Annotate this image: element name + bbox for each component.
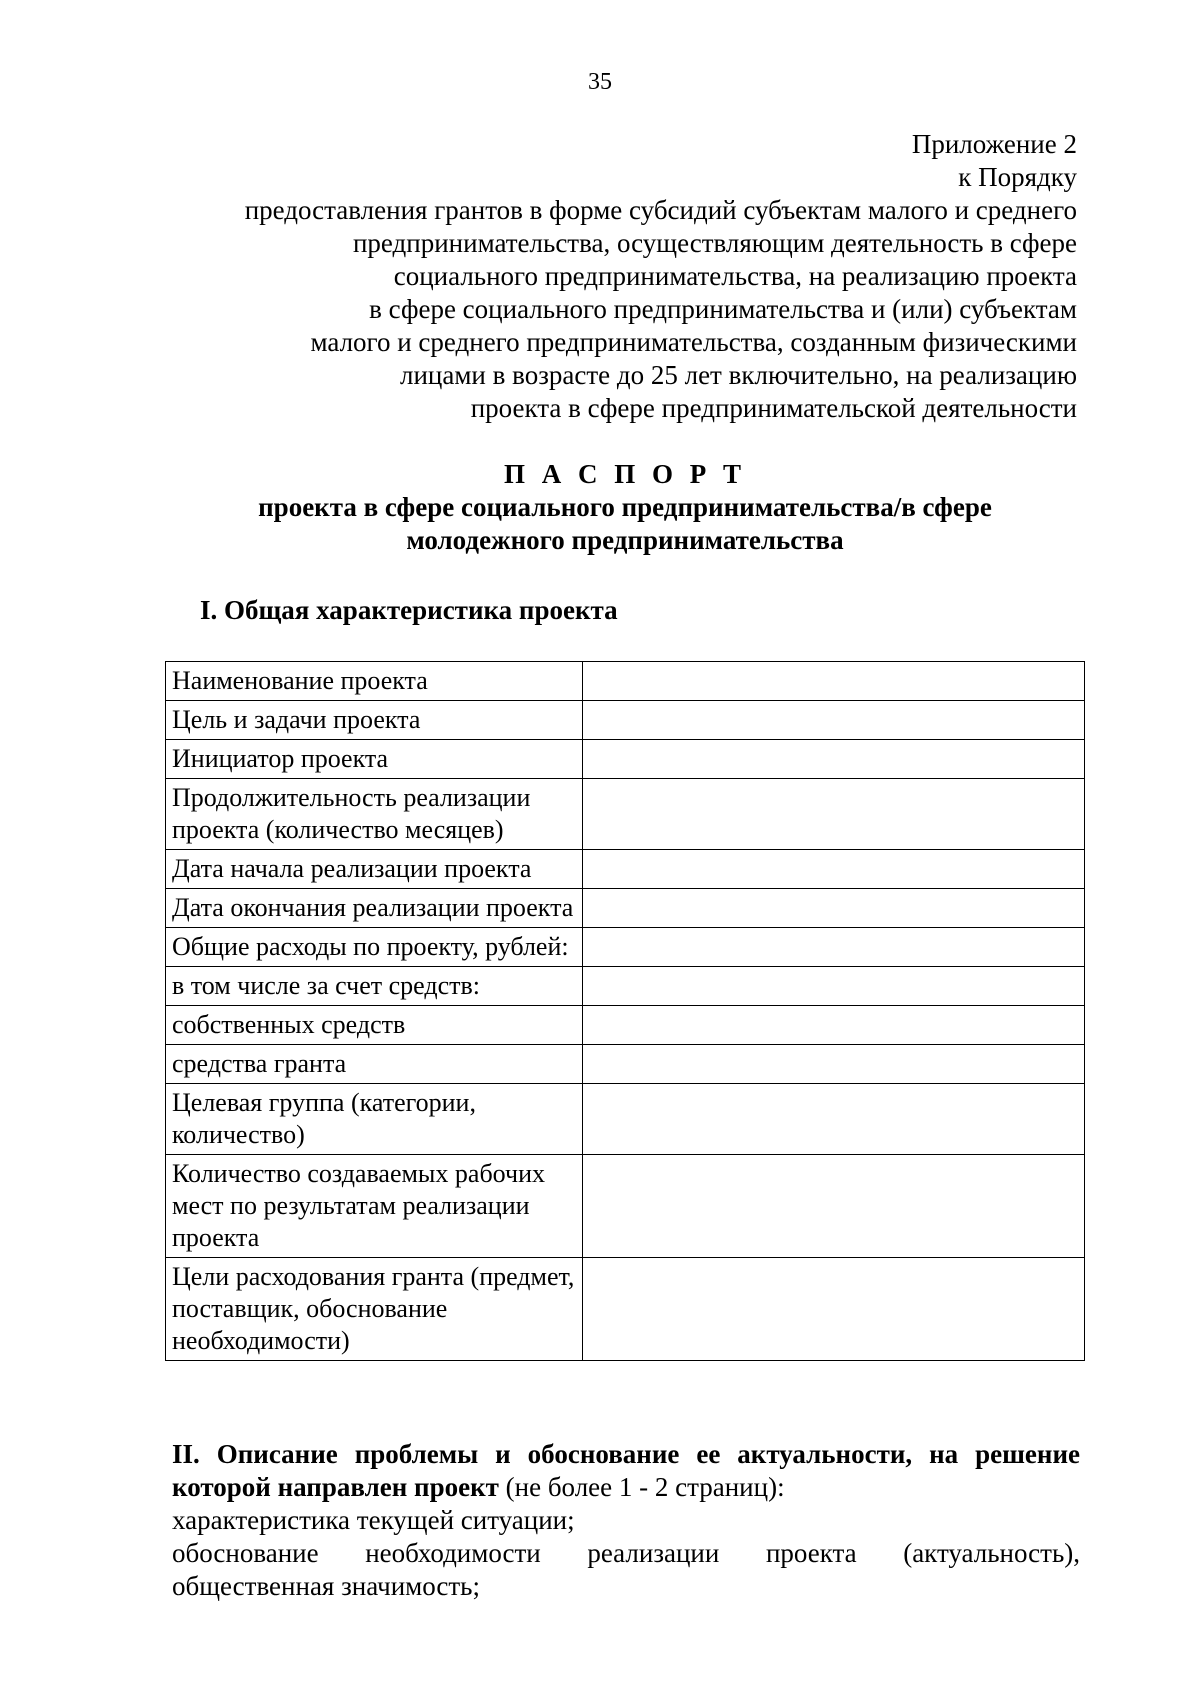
document-title	[0, 458, 1200, 557]
row-value[interactable]	[582, 740, 1084, 779]
appendix-line: проекта в сфере предпринимательской деятельности	[470, 393, 1077, 423]
row-label: Общие расходы по проекту, рублей:	[166, 928, 583, 967]
row-label: Дата начала реализации проекта	[166, 850, 583, 889]
row-label: Дата окончания реализации проекта	[166, 889, 583, 928]
table-row	[166, 967, 1085, 1006]
row-value[interactable]	[582, 779, 1084, 850]
table-row	[166, 928, 1085, 967]
row-label: Целевая группа (категории, количество)	[166, 1084, 583, 1155]
section-2-item: обоснование необходимости реализации проекта (актуальность),	[172, 1538, 1080, 1568]
row-label: средства гранта	[166, 1045, 583, 1084]
row-label: Продолжительность реализации проекта (количество месяцев)	[166, 779, 583, 850]
appendix-line: социального предпринимательства, на реализацию проекта	[393, 261, 1077, 291]
row-label: Цель и задачи проекта	[166, 701, 583, 740]
title-line-1: проекта в сфере социального предпринимательства/в сфере	[258, 492, 992, 522]
row-value[interactable]	[582, 662, 1084, 701]
table-row	[166, 779, 1085, 850]
row-value[interactable]	[582, 1084, 1084, 1155]
row-label: Инициатор проекта	[166, 740, 583, 779]
appendix-line: к Порядку	[958, 162, 1077, 192]
table-row	[166, 1006, 1085, 1045]
appendix-line: Приложение 2	[911, 129, 1077, 159]
section-1-heading: I. Общая характеристика проекта	[200, 595, 618, 625]
row-value[interactable]	[582, 1155, 1084, 1258]
appendix-line: малого и среднего предпринимательства, созданным физическими	[310, 327, 1077, 357]
title-line-2: молодежного предпринимательства	[406, 525, 844, 555]
table-row	[166, 1084, 1085, 1155]
row-value[interactable]	[582, 889, 1084, 928]
table-row	[166, 662, 1085, 701]
appendix-line: предоставления грантов в форме субсидий субъектам малого и среднего	[244, 195, 1077, 225]
row-value[interactable]	[582, 1045, 1084, 1084]
row-value[interactable]	[582, 701, 1084, 740]
appendix-line: предпринимательства, осуществляющим деятельность в сфере	[352, 228, 1077, 258]
row-value[interactable]	[582, 967, 1084, 1006]
table-row	[166, 1155, 1085, 1258]
section-2-item: общественная значимость;	[172, 1571, 480, 1601]
appendix-line: лицами в возрасте до 25 лет включительно, на реализацию	[399, 360, 1077, 390]
table-row	[166, 701, 1085, 740]
passport-table	[165, 661, 1085, 1361]
table-row	[166, 850, 1085, 889]
row-label: Цели расходования гранта (предмет, поставщик, обоснование необходимости)	[166, 1258, 583, 1361]
row-label: в том числе за счет средств:	[166, 967, 583, 1006]
row-label: Наименование проекта	[166, 662, 583, 701]
row-value[interactable]	[582, 928, 1084, 967]
appendix-header	[157, 128, 1077, 425]
row-label: собственных средств	[166, 1006, 583, 1045]
table-row	[166, 740, 1085, 779]
passport-heading: П А С П О Р Т	[503, 459, 746, 489]
section-2	[172, 1438, 1080, 1603]
section-2-heading	[172, 1438, 1080, 1504]
section-2-heading-bold: II. Описание проблемы и обоснование ее актуальности, на решение которой направлен проект	[172, 1439, 1080, 1502]
table-row	[166, 889, 1085, 928]
row-value[interactable]	[582, 1006, 1084, 1045]
row-value[interactable]	[582, 1258, 1084, 1361]
section-2-heading-note: (не более 1 - 2 страниц):	[498, 1472, 785, 1502]
table-row	[166, 1045, 1085, 1084]
appendix-line: в сфере социального предпринимательства и (или) субъектам	[369, 294, 1077, 324]
row-label: Количество создаваемых рабочих мест по результатам реализации проекта	[166, 1155, 583, 1258]
row-value[interactable]	[582, 850, 1084, 889]
page-number: 35	[588, 69, 612, 95]
table-row	[166, 1258, 1085, 1361]
section-2-item: характеристика текущей ситуации;	[172, 1505, 575, 1535]
